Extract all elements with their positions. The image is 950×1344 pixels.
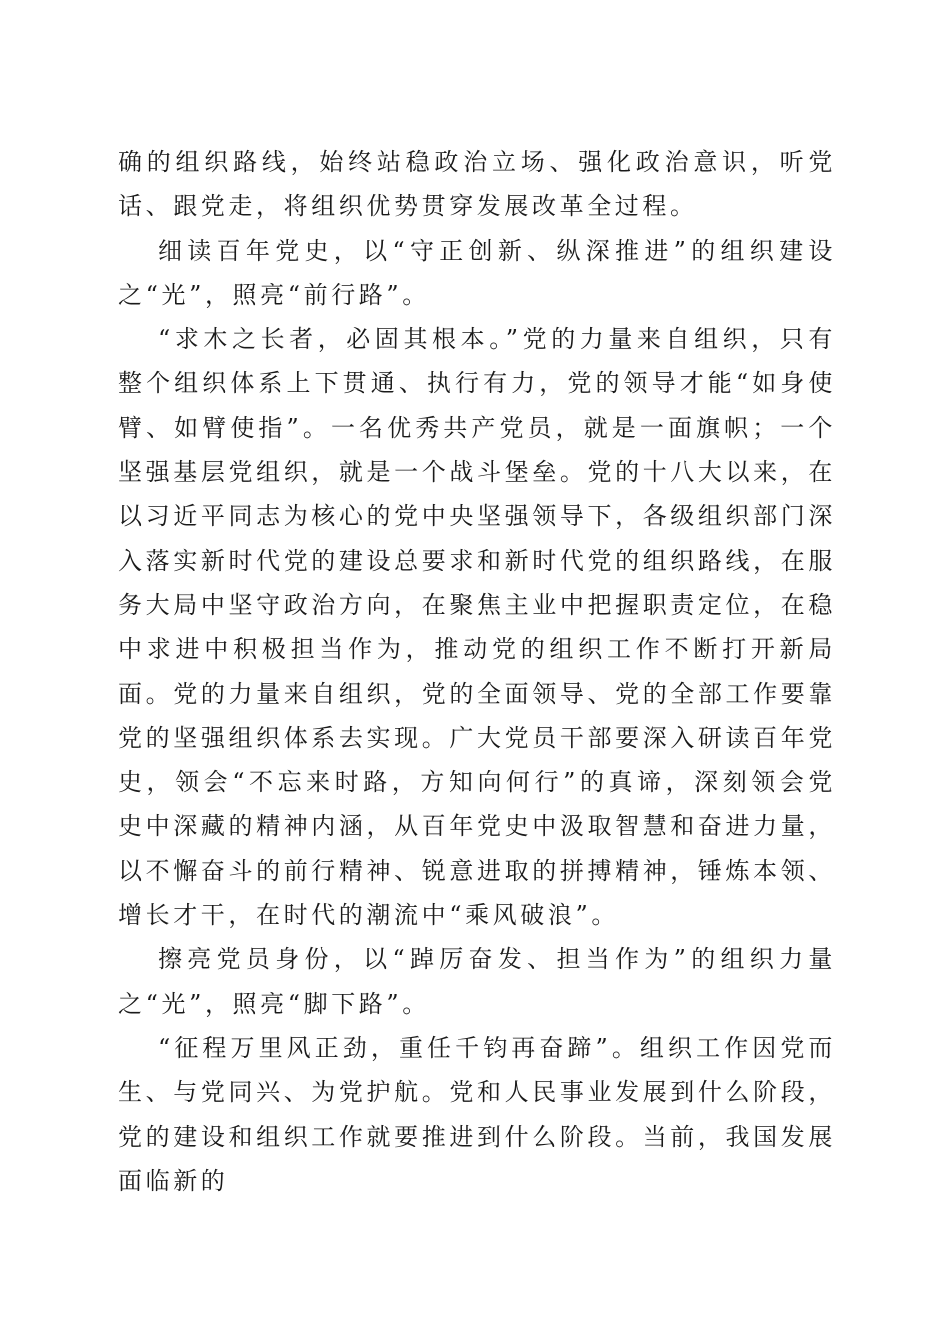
paragraph-section-heading-1: 细读百年党史，以“守正创新、纵深推进”的组织建设之“光”，照亮“前行路”。 — [118, 236, 836, 309]
paragraph-section-heading-2: 擦亮党员身份，以“踔厉奋发、担当作为”的组织力量之“光”，照亮“脚下路”。 — [118, 945, 836, 1018]
paragraph-continuation: 确的组织路线，始终站稳政治立场、强化政治意识，听党话、跟党走，将组织优势贯穿发展改革全过程。 — [118, 148, 836, 221]
document-page — [118, 140, 836, 1203]
paragraph-body-2: “征程万里风正劲，重任千钧再奋蹄”。组织工作因党而生、与党同兴、为党护航。党和人民事业发展到什么阶段，党的建设和组织工作就要推进到什么阶段。当前，我国发展面临新的 — [118, 1033, 836, 1195]
paragraph-body-1: “求木之长者，必固其根本。”党的力量来自组织，只有整个组织体系上下贯通、执行有力，党的领导才能“如身使臂、如臂使指”。一名优秀共产党员，就是一面旗帜；一个坚强基层党组织，就是一个战斗堡垒。党的十八大以来，在以习近平同志为核心的党中央坚强领导下，各级组织部门深入落实新时代党的建设总要求和新时代党的组织路线，在服务大局中坚守政治方向，在聚焦主业中把握职责定位，在稳中求进中积极担当作为，推动党的组织工作不断打开新局面。党的力量来自组织，党的全面领导、党的全部工作要靠党的坚强组织体系去实现。广大党员干部要深入研读百年党史，领会“不忘来时路，方知向何行”的真谛，深刻领会党史中深藏的精神内涵，从百年党史中汲取智慧和奋进力量，以不懈奋斗的前行精神、锐意进取的拼搏精神，锤炼本领、增长才干，在时代的潮流中“乘风破浪”。 — [118, 325, 836, 930]
